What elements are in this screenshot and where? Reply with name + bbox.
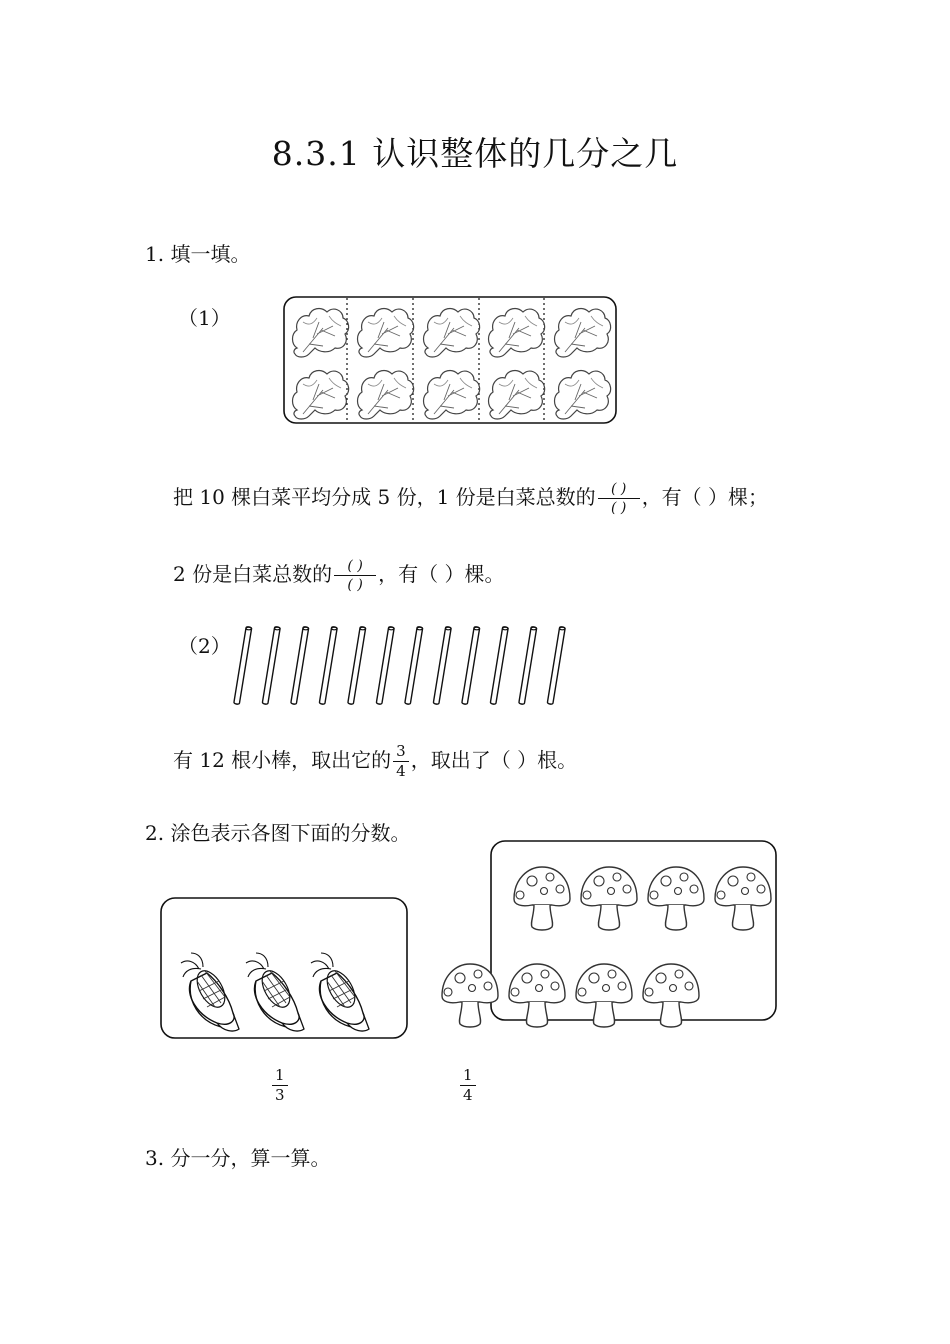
stick-icon xyxy=(376,627,394,704)
stick-icon xyxy=(234,627,252,704)
q1-part1-text: 把 10 棵白菜平均分成 5 份，1 份是白菜总数的 xyxy=(173,485,596,509)
page-title: 8.3.1 认识整体的几分之几 xyxy=(271,134,679,173)
q1-part1-line1 xyxy=(173,481,768,515)
stick-icon xyxy=(462,627,480,704)
mushroom-icon xyxy=(576,964,632,1027)
q1-part2-answer-blank[interactable]: ，取出了（ ）根。 xyxy=(410,748,578,772)
question-1-label: 1. 填一填。 xyxy=(145,242,251,266)
fraction-denominator: 4 xyxy=(463,1086,473,1104)
fraction-one-third xyxy=(270,1068,290,1103)
cabbage-icon xyxy=(489,309,545,357)
q1-part1-label: （1） xyxy=(178,306,231,330)
cabbage-icon xyxy=(293,371,349,419)
q1-part1-text: 2 份是白菜总数的 xyxy=(173,562,333,586)
fraction-denominator-blank[interactable]: ( ) xyxy=(347,577,363,593)
stick-icon xyxy=(433,627,451,704)
cabbage-icon xyxy=(293,309,349,357)
stick-icon xyxy=(348,627,366,704)
stick-icon xyxy=(262,627,280,704)
stick-icon xyxy=(547,627,565,704)
fraction-denominator: 4 xyxy=(396,762,406,780)
mushroom-icon xyxy=(648,867,704,930)
fraction-numerator: 1 xyxy=(272,1068,288,1086)
fraction-numerator: 1 xyxy=(460,1068,476,1086)
cabbage-icon xyxy=(489,371,545,419)
corn-icon xyxy=(311,953,369,1031)
stick-icon xyxy=(291,627,309,704)
q1-part2-text: 有 12 根小棒，取出它的 xyxy=(173,748,392,772)
q1-part1-answer-blank[interactable]: ，有（ ）棵。 xyxy=(378,562,505,586)
question-3-label: 3. 分一分，算一算。 xyxy=(145,1146,331,1170)
sticks-figure xyxy=(228,624,578,708)
fraction-denominator-blank[interactable]: ( ) xyxy=(611,500,627,516)
corn-icon xyxy=(181,953,239,1031)
mushroom-icon xyxy=(643,964,699,1027)
cabbage-icon xyxy=(424,309,480,357)
mushroom-figure xyxy=(438,840,778,1032)
fraction-three-quarters xyxy=(393,744,409,779)
stick-icon xyxy=(319,627,337,704)
mushroom-icon xyxy=(509,964,565,1027)
q1-part2-line xyxy=(173,744,577,779)
fraction-denominator: 3 xyxy=(275,1086,285,1104)
q1-part1-answer-blank[interactable]: ，有（ ）棵； xyxy=(641,485,769,509)
fraction-numerator-blank[interactable]: ( ) xyxy=(598,482,640,499)
fraction-numerator: 3 xyxy=(393,744,409,762)
mushroom-icon xyxy=(715,867,771,930)
fraction-blank[interactable] xyxy=(598,482,640,515)
cabbage-icon xyxy=(555,309,611,357)
cabbage-icon xyxy=(358,309,414,357)
fraction-one-quarter xyxy=(458,1068,478,1103)
corn-figure xyxy=(160,897,408,1039)
mushroom-icon xyxy=(581,867,637,930)
mushroom-icon xyxy=(442,964,498,1027)
stick-icon xyxy=(519,627,537,704)
cabbage-icon xyxy=(424,371,480,419)
fraction-blank[interactable] xyxy=(334,559,376,592)
q1-part1-line2 xyxy=(173,558,504,592)
corn-icon xyxy=(246,953,304,1031)
mushroom-icon xyxy=(514,867,570,930)
question-2-label: 2. 涂色表示各图下面的分数。 xyxy=(145,821,411,845)
cabbage-figure xyxy=(283,296,617,424)
stick-icon xyxy=(490,627,508,704)
q1-part2-label: （2） xyxy=(178,634,231,658)
cabbage-icon xyxy=(358,371,414,419)
stick-icon xyxy=(405,627,423,704)
cabbage-icon xyxy=(555,371,611,419)
fraction-numerator-blank[interactable]: ( ) xyxy=(334,559,376,576)
